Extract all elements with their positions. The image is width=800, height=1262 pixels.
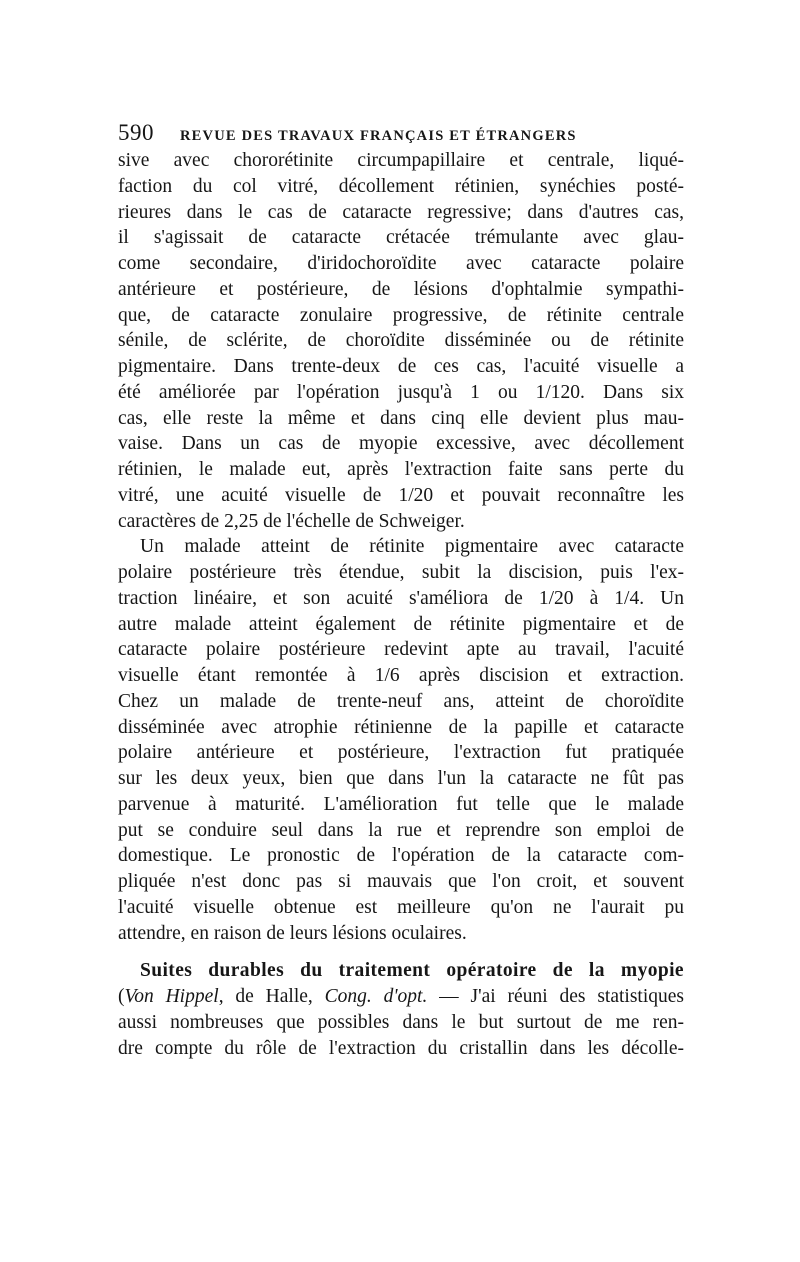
text-line: faction du col vitré, décollement rétinien, synéchies posté-: [118, 175, 684, 197]
citation-journal: Cong. d'opt.: [324, 986, 428, 1007]
text-line: rieures dans le cas de cataracte regressive; dans d'autres cas,: [118, 201, 684, 223]
text-line: sénile, de sclérite, de choroïdite disséminée ou de rétinite: [118, 330, 684, 352]
text-line: autre malade atteint également de rétinite pigmentaire et de: [118, 613, 684, 635]
text-line: attendre, en raison de leurs lésions oculaires.: [118, 922, 467, 944]
text-line: il s'agissait de cataracte crétacée trémulante avec glau-: [118, 227, 684, 249]
text-line: visuelle étant remontée à 1/6 après discision et extraction.: [118, 665, 684, 686]
section-title: Suites durables du traitement opératoire de la myopie: [140, 960, 684, 981]
text-line: cas, elle reste la même et dans cinq elle devient plus mau-: [118, 407, 684, 429]
text-line: rétinien, le malade eut, après l'extraction faite sans perte du: [118, 459, 684, 480]
citation-open: (: [118, 986, 125, 1007]
text-line: vitré, une acuité visuelle de 1/20 et pouvait reconnaître les: [118, 484, 684, 506]
section-myopia: [118, 958, 684, 1062]
text-line: Chez un malade de trente-neuf ans, atteint de choroïdite: [118, 690, 684, 712]
section-citation-line: [118, 984, 684, 1010]
text-line: parvenue à maturité. L'amélioration fut telle que le malade: [118, 793, 684, 815]
text-line: été améliorée par l'opération jusqu'à 1 ou 1/120. Dans six: [118, 381, 684, 403]
citation-rest: — J'ai réuni des statistiques: [427, 986, 684, 1007]
text-line: que, de cataracte zonulaire progressive, de rétinite centrale: [118, 304, 684, 326]
page-header: [118, 120, 684, 144]
text-line: vaise. Dans un cas de myopie excessive, avec décollement: [118, 433, 684, 455]
citation-place: , de Halle,: [218, 986, 325, 1007]
text-line: polaire antérieure et postérieure, l'extraction fut pratiquée: [118, 742, 684, 764]
text-line: sive avec chororétinite circumpapillaire et centrale, liqué-: [118, 150, 684, 171]
text-line: caractères de 2,25 de l'échelle de Schweiger.: [118, 510, 465, 532]
paragraph-2: [118, 534, 684, 946]
text-line: aussi nombreuses que possibles dans le but surtout de me ren-: [118, 1012, 684, 1033]
page-number: 590: [118, 120, 154, 145]
text-line: domestique. Le pronostic de l'opération de la cataracte com-: [118, 845, 684, 867]
running-title: REVUE DES TRAVAUX FRANÇAIS ET ÉTRANGERS: [180, 128, 577, 144]
main-text: [118, 148, 684, 946]
text-line: put se conduire seul dans la rue et reprendre son emploi de: [118, 819, 684, 841]
text-line: antérieure et postérieure, de lésions d'ophtalmie sympathi-: [118, 278, 684, 300]
text-line: traction linéaire, et son acuité s'améliora de 1/20 à 1/4. Un: [118, 587, 684, 609]
text-line: Un malade atteint de rétinite pigmentaire avec cataracte: [140, 536, 684, 558]
text-line: cataracte polaire postérieure redevint apte au travail, l'acuité: [118, 639, 684, 661]
text-line: come secondaire, d'iridochoroïdite avec cataracte polaire: [118, 253, 684, 274]
text-line: polaire postérieure très étendue, subit la discision, puis l'ex-: [118, 562, 684, 583]
citation-author: Von Hippel: [124, 986, 219, 1007]
text-line: sur les deux yeux, bien que dans l'un la cataracte ne fût pas: [118, 768, 684, 789]
text-line: pliquée n'est donc pas si mauvais que l'on croit, et souvent: [118, 871, 684, 892]
text-line: dre compte du rôle de l'extraction du cristallin dans les décolle-: [118, 1038, 684, 1059]
paragraph-1: [118, 148, 684, 534]
text-line: l'acuité visuelle obtenue est meilleure qu'on ne l'aurait pu: [118, 896, 684, 918]
text-line: pigmentaire. Dans trente-deux de ces cas, l'acuité visuelle a: [118, 356, 684, 377]
text-line: disséminée avec atrophie rétinienne de la papille et cataracte: [118, 716, 684, 738]
